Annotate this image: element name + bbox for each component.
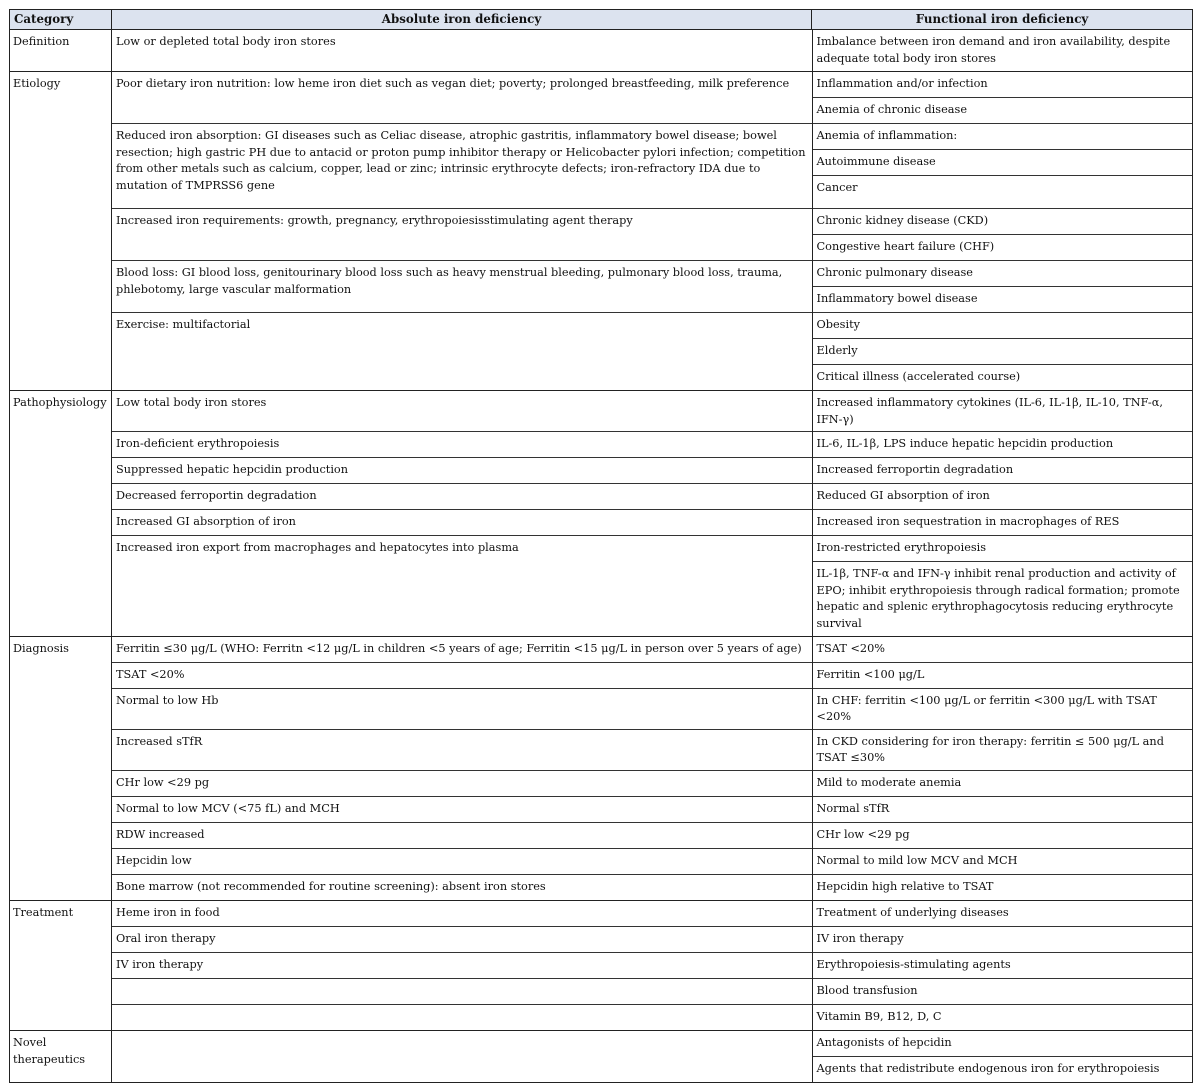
pathophysiology-absolute-cell: Increased iron export from macrophages and hepatocytes into plasma	[112, 536, 812, 636]
pathophysiology-absolute-cell: Low total body iron stores	[112, 391, 812, 432]
treatment-functional-cell: Erythropoiesis-stimulating agents	[812, 952, 1193, 978]
novel-label: Novel therapeutics	[10, 1030, 112, 1082]
novel-functional-cell: Agents that redistribute endogenous iron for erythropoiesis	[812, 1056, 1193, 1082]
table-row	[112, 313, 1193, 339]
definition-row	[10, 30, 1193, 72]
pathophysiology-label: Pathophysiology	[10, 391, 112, 637]
treatment-functional-cell: IV iron therapy	[812, 926, 1193, 952]
pathophysiology-absolute-cell: Decreased ferroportin degradation	[112, 484, 812, 510]
etiology-absolute-cell: Blood loss: GI blood loss, genitourinary blood loss such as heavy menstrual bleeding, pulmonary blood loss, trauma, phlebotomy, large vascular malformation	[112, 261, 812, 313]
treatment-absolute-cell	[112, 1004, 812, 1030]
header-absolute: Absolute iron deficiency	[112, 10, 812, 30]
etiology-group	[112, 72, 1193, 391]
pathophysiology-absolute-cell: Increased GI absorption of iron	[112, 510, 812, 536]
novel-group	[112, 1030, 1193, 1082]
diagnosis-absolute-cell: RDW increased	[112, 822, 812, 848]
etiology-label: Etiology	[10, 72, 112, 391]
table-row	[112, 391, 1193, 432]
table-row	[112, 209, 1193, 235]
etiology-functional-cell: Inflammation and/or infection	[816, 77, 988, 90]
table-row	[112, 30, 1193, 71]
pathophysiology-absolute-cell: Iron-deficient erythropoiesis	[112, 432, 812, 458]
treatment-functional-cell: Vitamin B9, B12, D, C	[812, 1004, 1193, 1030]
table-row	[112, 484, 1193, 510]
treatment-row	[10, 900, 1193, 1030]
etiology-absolute-cell: Reduced iron absorption: GI diseases such as Celiac disease, atrophic gastritis, inflammatory bowel disease; bowel resection; high gastric PH due to antacid or proton pump inhibitor therapy or Helicobacter pylori infection; competition from other metals such as calcium, copper, lead or zinc; intrinsic erythrocyte defects; iron-refractory IDA due to mutation of TMPRSS6 gene	[112, 124, 812, 209]
etiology-functional-cell: Elderly	[812, 339, 1193, 365]
table-row	[112, 536, 1193, 562]
table-row	[112, 848, 1193, 874]
table-row	[112, 822, 1193, 848]
etiology-absolute-cell: Poor dietary iron nutrition: low heme iron diet such as vegan diet; poverty; prolonged breastfeeding, milk preference	[112, 72, 812, 124]
definition-group	[112, 30, 1193, 72]
diagnosis-functional-cell: Normal to mild low MCV and MCH	[812, 848, 1193, 874]
treatment-absolute-cell: IV iron therapy	[112, 952, 812, 978]
treatment-absolute-cell	[112, 978, 812, 1004]
novel-absolute-cell	[112, 1031, 812, 1082]
table-row	[112, 1031, 1193, 1057]
diagnosis-group	[112, 636, 1193, 900]
etiology-functional-cell: Chronic kidney disease (CKD)	[812, 209, 1193, 235]
treatment-absolute-cell: Oral iron therapy	[112, 926, 812, 952]
pathophysiology-functional-cell: Reduced GI absorption of iron	[812, 484, 1193, 510]
diagnosis-absolute-cell: Ferritin ≤30 μg/L (WHO: Ferritn <12 μg/L in children <5 years of age; Ferritin <15 μg/L in person over 5 years of age)	[112, 637, 812, 663]
pathophysiology-functional-cell: Increased iron sequestration in macrophages of RES	[812, 510, 1193, 536]
table-row	[112, 874, 1193, 900]
diagnosis-functional-cell: Mild to moderate anemia	[812, 770, 1193, 796]
table-row	[112, 978, 1193, 1004]
table-row	[112, 901, 1193, 927]
novel-row	[10, 1030, 1193, 1082]
pathophysiology-functional-cell: IL-1β, TNF-α and IFN-γ inhibit renal production and activity of EPO; inhibit erythropoiesis through radical formation; promote hepatic and splenic erythrophagocytosis reducing erythrocyte survival	[812, 562, 1193, 636]
diagnosis-functional-cell: Ferritin <100 μg/L	[812, 662, 1193, 688]
diagnosis-functional-cell: TSAT <20%	[816, 641, 886, 655]
table-row	[112, 637, 1193, 663]
table-row	[112, 729, 1193, 770]
diagnosis-row	[10, 636, 1193, 900]
treatment-group	[112, 900, 1193, 1030]
table-row	[112, 458, 1193, 484]
etiology-functional-cell: Anemia of chronic disease	[812, 98, 1193, 124]
etiology-functional-cell: Anemia of inflammation:	[812, 124, 1193, 150]
pathophysiology-group	[112, 391, 1193, 637]
diagnosis-functional-cell: In CHF: ferritin <100 μg/L or ferritin <300 μg/L with TSAT <20%	[812, 688, 1193, 729]
pathophysiology-functional-cell: Increased ferroportin degradation	[812, 458, 1193, 484]
header-functional: Functional iron deficiency	[812, 10, 1193, 30]
pathophysiology-functional-cell: IL-6, IL-1β, LPS induce hepatic hepcidin production	[812, 432, 1193, 458]
table-row	[112, 662, 1193, 688]
table-row	[112, 688, 1193, 729]
etiology-functional-cell: Autoimmune disease	[812, 150, 1193, 176]
etiology-functional-cell: Cancer	[812, 176, 1193, 209]
table-row	[112, 1004, 1193, 1030]
etiology-functional-cell: Obesity	[812, 313, 1193, 339]
diagnosis-label: Diagnosis	[10, 636, 112, 900]
treatment-absolute-cell: Heme iron in food	[112, 901, 812, 927]
etiology-functional-cell: Chronic pulmonary disease	[812, 261, 1193, 287]
diagnosis-absolute-cell: TSAT <20%	[112, 662, 812, 688]
table-row	[112, 124, 1193, 150]
table-row	[112, 72, 1193, 98]
diagnosis-absolute-cell: Bone marrow (not recommended for routine screening): absent iron stores	[112, 874, 812, 900]
treatment-label: Treatment	[10, 900, 112, 1030]
etiology-row	[10, 72, 1193, 391]
table-row	[112, 770, 1193, 796]
table-row	[112, 432, 1193, 458]
definition-functional: Imbalance between iron demand and iron availability, despite adequate total body iron stores	[816, 35, 1171, 65]
table-row	[112, 952, 1193, 978]
pathophysiology-functional-cell: Increased inflammatory cytokines (IL-6, IL-1β, IL-10, TNF-α, IFN-γ)	[816, 396, 1163, 426]
diagnosis-functional-cell: CHr low <29 pg	[812, 822, 1193, 848]
diagnosis-functional-cell: Normal sTfR	[812, 796, 1193, 822]
diagnosis-functional-cell: Hepcidin high relative to TSAT	[812, 874, 1193, 900]
treatment-functional-cell: Blood transfusion	[812, 978, 1193, 1004]
diagnosis-absolute-cell: Normal to low MCV (<75 fL) and MCH	[112, 796, 812, 822]
treatment-functional-cell: Treatment of underlying diseases	[816, 905, 1009, 919]
etiology-functional-cell: Critical illness (accelerated course)	[812, 365, 1193, 391]
pathophysiology-row	[10, 391, 1193, 637]
header-category: Category	[10, 10, 112, 30]
definition-absolute: Low or depleted total body iron stores	[112, 30, 812, 71]
definition-label: Definition	[10, 30, 112, 72]
table-row	[112, 926, 1193, 952]
diagnosis-functional-cell: In CKD considering for iron therapy: ferritin ≤ 500 μg/L and TSAT ≤30%	[812, 729, 1193, 770]
etiology-absolute-cell: Increased iron requirements: growth, pregnancy, erythropoiesisstimulating agent therapy	[112, 209, 812, 261]
diagnosis-absolute-cell: CHr low <29 pg	[112, 770, 812, 796]
table-row	[112, 796, 1193, 822]
diagnosis-absolute-cell: Increased sTfR	[112, 729, 812, 770]
pathophysiology-absolute-cell: Suppressed hepatic hepcidin production	[112, 458, 812, 484]
novel-functional-cell: Antagonists of hepcidin	[816, 1035, 952, 1049]
table-row	[112, 261, 1193, 287]
etiology-absolute-cell: Exercise: multifactorial	[112, 313, 812, 391]
iron-deficiency-table	[9, 9, 1193, 1083]
header-row	[10, 10, 1193, 30]
etiology-functional-cell: Inflammatory bowel disease	[812, 287, 1193, 313]
etiology-functional-cell: Congestive heart failure (CHF)	[812, 235, 1193, 261]
pathophysiology-functional-cell: Iron-restricted erythropoiesis	[812, 536, 1193, 562]
table-row	[112, 510, 1193, 536]
diagnosis-absolute-cell: Hepcidin low	[112, 848, 812, 874]
diagnosis-absolute-cell: Normal to low Hb	[112, 688, 812, 729]
